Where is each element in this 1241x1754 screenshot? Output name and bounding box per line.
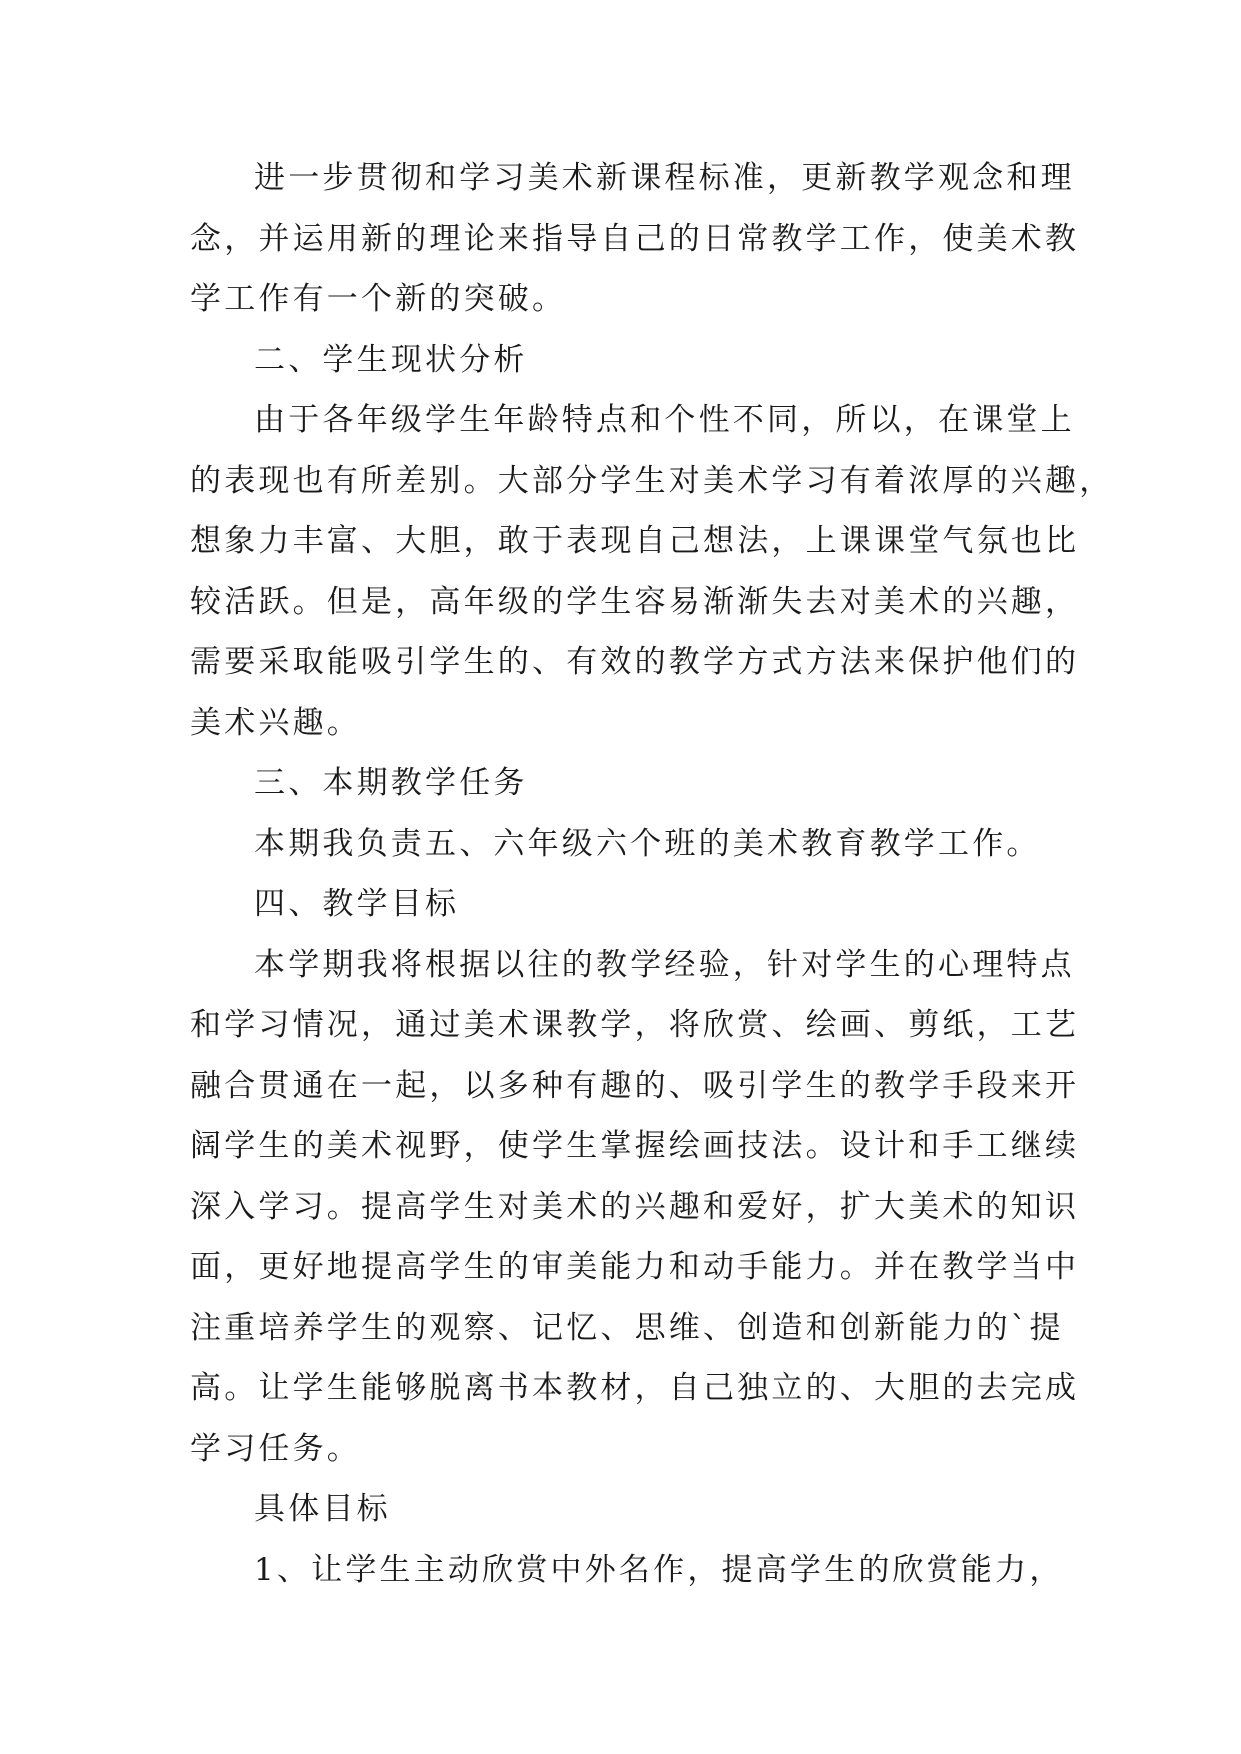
paragraph-line: 高。让学生能够脱离书本教材，自己独立的、大胆的去完成 — [190, 1370, 1080, 1406]
section-heading: 三、本期教学任务 — [254, 765, 528, 801]
paragraph-line: 注重培养学生的观察、记忆、思维、创造和创新能力的`提 — [190, 1309, 1064, 1346]
paragraph-line: 融合贯通在一起，以多种有趣的、吸引学生的教学手段来开 — [190, 1067, 1080, 1104]
paragraph-line: 和学习情况，通过美术课教学，将欣赏、绘画、剪纸，工艺 — [190, 1007, 1080, 1043]
paragraph-line: 想象力丰富、大胆，敢于表现自己想法，上课课堂气氛也比 — [190, 523, 1080, 559]
section-heading: 二、学生现状分析 — [254, 341, 528, 378]
paragraph-line: 学习任务。 — [190, 1430, 361, 1467]
paragraph-line: 1、让学生主动欣赏中外名作，提高学生的欣赏能力， — [254, 1551, 1064, 1588]
paragraph-line: 念，并运用新的理论来指导自己的日常教学工作，使美术教 — [190, 220, 1080, 257]
paragraph-line: 本学期我将根据以往的教学经验，针对学生的心理特点 — [254, 946, 1075, 983]
paragraph-line: 深入学习。提高学生对美术的兴趣和爱好，扩大美术的知识 — [190, 1188, 1080, 1225]
paragraph-line: 阔学生的美术视野，使学生掌握绘画技法。设计和手工继续 — [190, 1128, 1080, 1164]
document-body — [190, 158, 1114, 1610]
paragraph-line: 进一步贯彻和学习美术新课程标准，更新教学观念和理 — [254, 160, 1075, 196]
section-heading: 具体目标 — [254, 1491, 391, 1527]
paragraph-line: 学工作有一个新的突破。 — [190, 281, 567, 317]
paragraph-line: 的表现也有所差别。大部分学生对美术学习有着浓厚的兴趣， — [190, 462, 1114, 499]
paragraph-line: 本期我负责五、六年级六个班的美术教育教学工作。 — [254, 825, 1041, 862]
paragraph-line: 较活跃。但是，高年级的学生容易渐渐失去对美术的兴趣， — [190, 583, 1080, 620]
paragraph-line: 面，更好地提高学生的审美能力和动手能力。并在教学当中 — [190, 1249, 1080, 1285]
paragraph-line: 由于各年级学生年龄特点和个性不同，所以，在课堂上 — [254, 402, 1075, 438]
paragraph-line: 美术兴趣。 — [190, 704, 361, 741]
paragraph-line: 需要采取能吸引学生的、有效的教学方式方法来保护他们的 — [190, 644, 1080, 680]
section-heading: 四、教学目标 — [254, 886, 460, 922]
